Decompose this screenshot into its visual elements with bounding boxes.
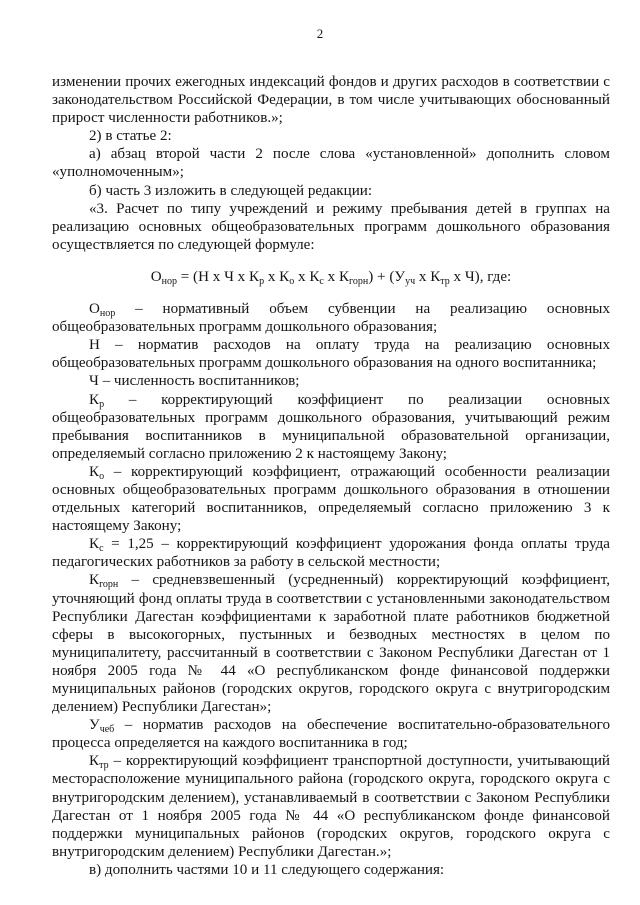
- formula-part-5: ) + (У: [368, 268, 406, 285]
- definition-u-ceb: [52, 716, 610, 752]
- definition-n: [52, 336, 610, 372]
- definition-o-nor: [52, 300, 610, 336]
- definition-symbol: К: [89, 391, 100, 408]
- definition-text: – корректирующий коэффициент по реализации основных общеобразовательных программ дошкольного образования, учитывающий режим пребывания воспитанников в муниципальной образовательной организации, определяемый согласно приложению 2 к настоящему Закону;: [52, 391, 610, 462]
- definition-symbol: К: [89, 536, 100, 553]
- definition-k-s: [52, 535, 610, 571]
- definition-subscript: р: [99, 398, 105, 410]
- definition-symbol: К: [89, 753, 100, 770]
- definition-symbol: К: [89, 572, 100, 589]
- definition-subscript: нор: [99, 308, 116, 320]
- page-number: 2: [316, 26, 324, 41]
- definition-subscript: тр: [99, 760, 109, 772]
- definition-k-tr: [52, 752, 610, 861]
- formula-ko-sub: о: [289, 275, 295, 287]
- paragraph-item-2: 2) в статье 2:: [89, 128, 172, 145]
- definition-symbol: О: [89, 301, 100, 318]
- formula-ktr-sub: тр: [440, 275, 450, 287]
- definition-symbol: У: [89, 717, 100, 734]
- definition-k-gorn: [52, 571, 610, 716]
- formula-part-6: х К: [415, 268, 441, 285]
- paragraph-part-3: «3. Расчет по типу учреждений и режиму пребывания детей в группах на реализацию основных общеобразовательных программ дошкольного образования осуществляется по следующей формуле:: [52, 200, 610, 253]
- formula-part-7: х Ч), где:: [449, 268, 512, 285]
- paragraph-item-b: б) часть 3 изложить в следующей редакции:: [89, 182, 373, 199]
- definition-text: – средневзвешенный (усредненный) корректирующий коэффициент, уточняющий фонд оплаты труда в соответствии с установленными законодательством Республики Дагестан коэффициентами к заработной плате работников бюджетной сферы в высокогорных, пустынных и безводных местностях в целом по муниципалитету, рассчитанный в соответствии с Законом Республики Дагестан от 1 ноября 2005 года № 44 «О республиканском фонде финансовой поддержки муниципальных районов (городских округов, городского округа с внутригородским делением) Республики Дагестан»;: [52, 572, 610, 716]
- definition-subscript: чеб: [99, 724, 115, 736]
- definition-symbol: Ч: [89, 373, 99, 390]
- formula-part-3: х К: [294, 268, 320, 285]
- formula-o-sub: нор: [161, 275, 177, 287]
- paragraph-continuation: изменении прочих ежегодных индексаций фондов и других расходов в соответствии с законодательством Российской Федерации, в том числе учитывающих обоснованный прирост численности работников.»;: [52, 74, 610, 127]
- formula-o: О: [150, 268, 162, 285]
- formula: [52, 268, 610, 286]
- formula-part-1: = (Н х Ч х К: [177, 268, 260, 285]
- formula-uceb-sub: уч: [405, 275, 416, 287]
- definition-ch: [52, 372, 610, 390]
- definition-subscript: о: [99, 470, 105, 482]
- paragraph-item-a: а) абзац второй части 2 после слова «установленной» дополнить словом «уполномоченным»;: [52, 146, 610, 181]
- paragraph-item-v: в) дополнить частями 10 и 11 следующего содержания:: [89, 861, 445, 878]
- definition-k-o: [52, 463, 610, 535]
- definition-text: – корректирующий коэффициент транспортной доступности, учитывающий месторасположение муниципального района (городского округа, городского округа с внутригородским делением), устанавливаемый в соответствии с Законом Республики Дагестан от 1 ноября 2005 года № 44 «О республиканском фонде финансовой поддержки муниципальных районов (городских округов, городского округа с внутригородским делением) Республики Дагестан.»;: [52, 753, 610, 860]
- formula-part-2: х К: [264, 268, 290, 285]
- formula-kgorn-sub: горн: [349, 275, 369, 287]
- formula-part-4: х К: [323, 268, 350, 285]
- definition-text: = 1,25 – корректирующий коэффициент удорожания фонда оплаты труда педагогических работников за работу в сельской местности;: [52, 536, 610, 571]
- document-body: [52, 73, 610, 879]
- definition-text: – норматив расходов на обеспечение воспитательно-образовательного процесса определяется на каждого воспитанника в год;: [52, 717, 610, 752]
- definition-symbol: К: [89, 463, 100, 480]
- formula-kc-sub: с: [319, 275, 324, 287]
- definition-text: – корректирующий коэффициент, отражающий особенности реализации основных общеобразовательных программ дошкольного образования в отношении отдельных категорий воспитанников, определяемый согласно приложению 3 к настоящему Закону;: [52, 463, 610, 535]
- definition-text: – норматив расходов на оплату труда на реализацию основных общеобразовательных программ дошкольного образования на одного воспитанника;: [52, 337, 610, 372]
- definition-subscript: с: [99, 543, 104, 555]
- definition-k-r: [52, 391, 610, 463]
- definition-text: – нормативный объем субвенции на реализацию основных общеобразовательных программ дошкольного образования;: [52, 301, 610, 336]
- formula-kp-sub: р: [259, 275, 265, 287]
- definition-subscript: горн: [99, 579, 119, 591]
- definition-text: – численность воспитанников;: [98, 373, 300, 390]
- definition-symbol: Н: [89, 337, 100, 354]
